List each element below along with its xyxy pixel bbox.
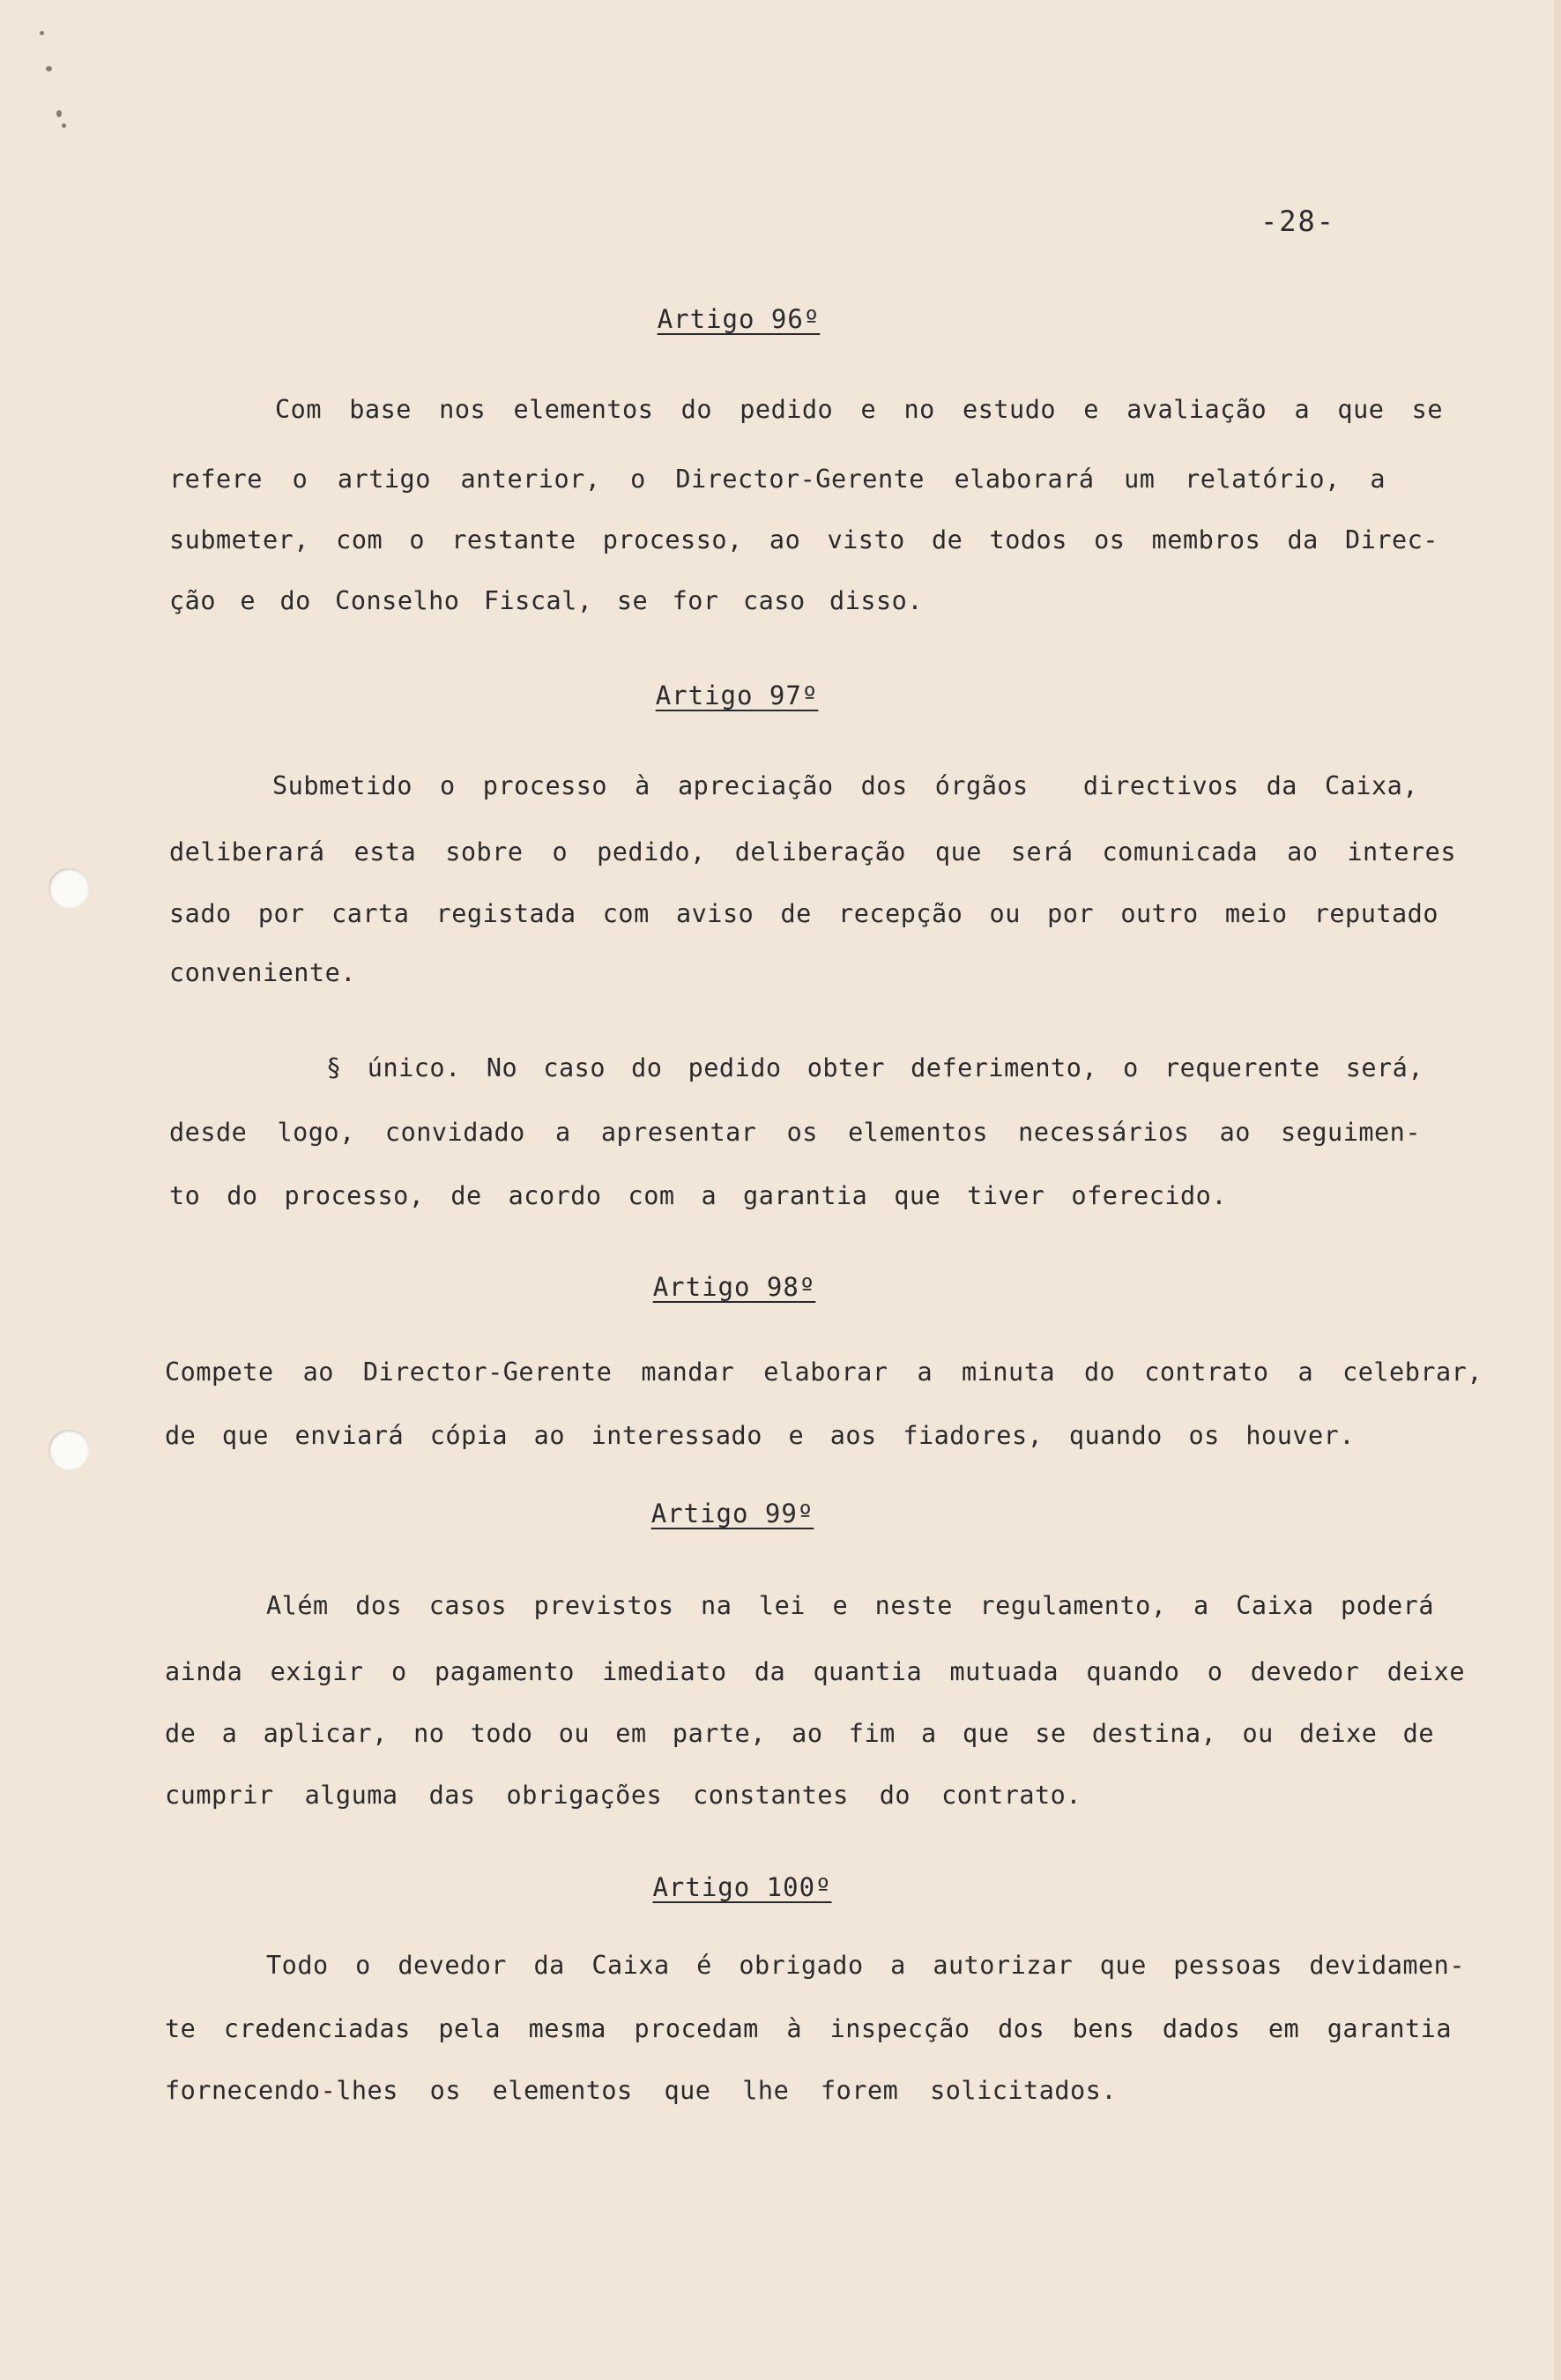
article-99-line-3: de a aplicar, no todo ou em parte, ao fim a que se destina, ou deixe de xyxy=(165,1719,1434,1748)
article-97-line-4: conveniente. xyxy=(169,958,356,987)
article-100-line-1: Todo o devedor da Caixa é obrigado a autorizar que pessoas devidamen- xyxy=(266,1951,1465,1980)
punch-hole-upper xyxy=(48,868,89,909)
article-99-line-2: ainda exigir o pagamento imediato da quantia mutuada quando o devedor deixe xyxy=(165,1657,1465,1686)
article-97-line-2: deliberará esta sobre o pedido, deliberação que será comunicada ao interes xyxy=(169,837,1456,866)
article-100-heading: Artigo 100º xyxy=(652,1872,832,1902)
paper-speck xyxy=(56,110,62,117)
article-99-line-1: Além dos casos previstos na lei e neste regulamento, a Caixa poderá xyxy=(266,1591,1434,1620)
article-96-line-1: Com base nos elementos do pedido e no estudo e avaliação a que se xyxy=(275,395,1443,424)
article-98-line-2: de que enviará cópia ao interessado e aos fiadores, quando os houver. xyxy=(165,1421,1355,1450)
paper-edge xyxy=(1554,0,1561,2380)
punch-hole-lower xyxy=(48,1430,89,1470)
article-99-line-4: cumprir alguma das obrigações constantes do contrato. xyxy=(165,1781,1082,1810)
article-100-line-2: te credenciadas pela mesma procedam à inspecção dos bens dados em garantia xyxy=(165,2014,1452,2043)
article-96-line-3: submeter, com o restante processo, ao visto de todos os membros da Direc- xyxy=(169,525,1438,554)
article-97-paragraph-line-2: desde logo, convidado a apresentar os elementos necessários ao seguimen- xyxy=(169,1118,1421,1147)
article-98-line-1: Compete ao Director-Gerente mandar elaborar a minuta do contrato a celebrar, xyxy=(165,1357,1483,1387)
article-99-heading: Artigo 99º xyxy=(650,1499,814,1528)
article-98-heading: Artigo 98º xyxy=(652,1272,816,1302)
article-100-line-3: fornecendo-lhes os elementos que lhe forem solicitados. xyxy=(165,2076,1117,2105)
paper-speck xyxy=(40,31,44,35)
page-number: -28- xyxy=(1260,205,1336,238)
article-97-line-1: Submetido o processo à apreciação dos órgãos directivos da Caixa, xyxy=(272,771,1418,800)
article-97-paragraph-line-3: to do processo, de acordo com a garantia que tiver oferecido. xyxy=(169,1181,1227,1210)
article-97-paragraph-line-1: § único. No caso do pedido obter deferimento, o requerente será, xyxy=(326,1053,1423,1082)
article-96-line-2: refere o artigo anterior, o Director-Gerente elaborará um relatório, a xyxy=(169,465,1386,494)
paper-speck xyxy=(62,123,66,128)
article-97-line-3: sado por carta registada com aviso de recepção ou por outro meio reputado xyxy=(169,899,1438,928)
article-96-line-4: ção e do Conselho Fiscal, se for caso disso. xyxy=(169,586,923,615)
article-97-heading: Artigo 97º xyxy=(655,681,819,710)
article-96-heading: Artigo 96º xyxy=(657,304,821,334)
paper-speck xyxy=(46,66,52,71)
